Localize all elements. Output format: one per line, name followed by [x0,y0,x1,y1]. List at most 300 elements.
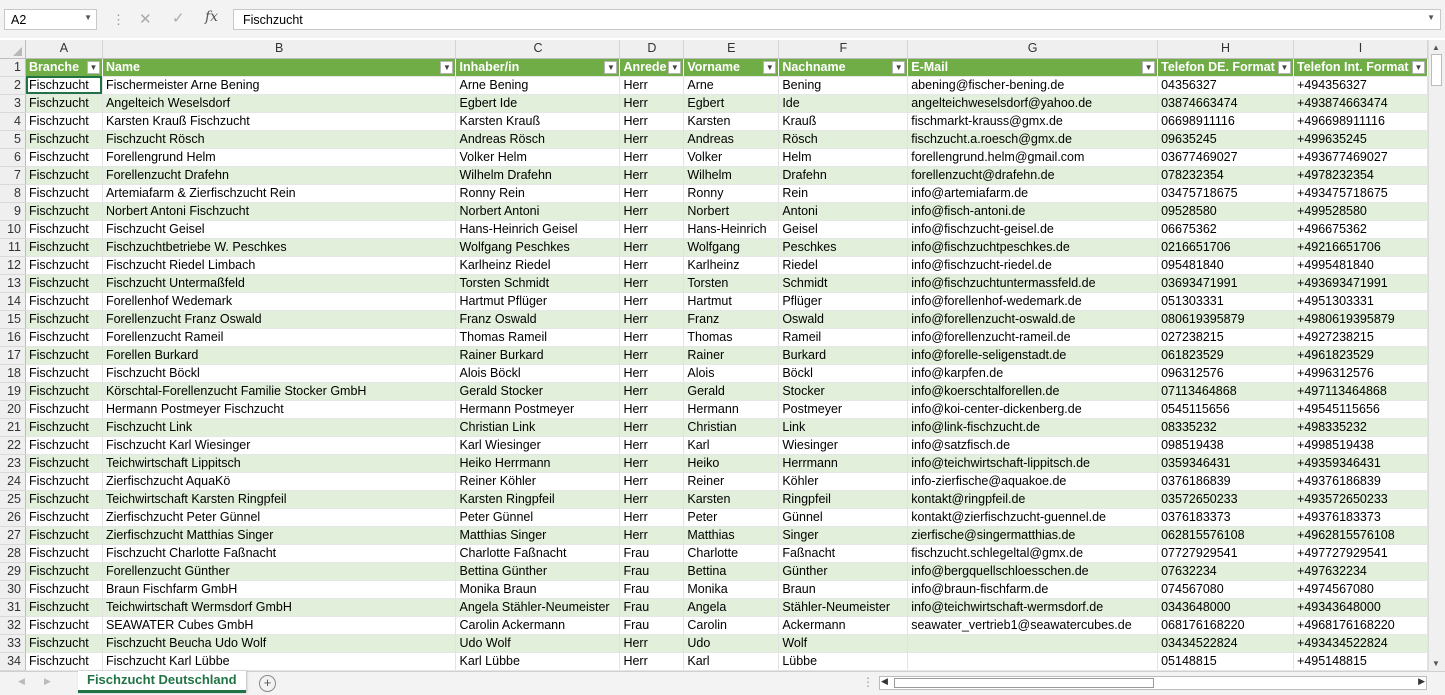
cell[interactable]: Volker Helm [456,148,620,166]
row-header[interactable]: 5 [0,130,26,148]
cell[interactable]: Herr [620,454,684,472]
cell[interactable]: Hans-Heinrich [684,220,779,238]
cell[interactable]: info@satzfisch.de [908,436,1158,454]
cell[interactable]: Zierfischzucht AquaKö [102,472,456,490]
cell[interactable]: Torsten [684,274,779,292]
cell[interactable]: Helm [779,148,908,166]
cell[interactable]: Fischzucht [26,346,103,364]
cell[interactable]: 07632234 [1158,562,1294,580]
row-header[interactable]: 29 [0,562,26,580]
cell[interactable]: Fischzucht [26,652,103,670]
cell[interactable]: Forellenhof Wedemark [102,292,456,310]
cell[interactable]: Peter Günnel [456,508,620,526]
next-sheet-icon[interactable]: ▶ [44,676,51,686]
cell[interactable]: Hermann [684,400,779,418]
cell[interactable]: Karl Lübbe [456,652,620,670]
cell[interactable]: Ringpfeil [779,490,908,508]
column-header-f[interactable]: F [779,40,908,58]
cell[interactable]: Herr [620,310,684,328]
cell[interactable]: Fischzucht [26,490,103,508]
cell[interactable]: 098519438 [1158,436,1294,454]
cell[interactable]: info@fischzucht-riedel.de [908,256,1158,274]
cell[interactable]: Reiner Köhler [456,472,620,490]
cell[interactable]: info@teichwirtschaft-wermsdorf.de [908,598,1158,616]
cell[interactable]: Forellenzucht Franz Oswald [102,310,456,328]
cell[interactable]: info@fischzuchtpeschkes.de [908,238,1158,256]
cell[interactable]: Herr [620,346,684,364]
row-header[interactable]: 14 [0,292,26,310]
cell[interactable]: SEAWATER Cubes GmbH [102,616,456,634]
cell[interactable]: fischzucht.a.roesch@gmx.de [908,130,1158,148]
cell[interactable]: +493677469027 [1294,148,1428,166]
cell[interactable]: info@fischzucht-geisel.de [908,220,1158,238]
cell[interactable]: +4951303331 [1294,292,1428,310]
expand-formula-icon[interactable]: ▼ [1427,13,1435,22]
cell[interactable]: Herr [620,652,684,670]
cell[interactable]: +499528580 [1294,202,1428,220]
cell[interactable]: Herr [620,328,684,346]
table-header-cell[interactable] [684,58,779,76]
column-header-d[interactable]: D [620,40,684,58]
cell[interactable]: Fischzucht [26,94,103,112]
table-header-cell[interactable] [1158,58,1294,76]
split-handle-icon[interactable]: ⋮ [862,675,874,689]
row-header[interactable]: 17 [0,346,26,364]
cell[interactable]: 09635245 [1158,130,1294,148]
cell[interactable]: Torsten Schmidt [456,274,620,292]
cell[interactable]: Fischzucht [26,274,103,292]
cell[interactable]: Forellen Burkard [102,346,456,364]
cell[interactable]: Rameil [779,328,908,346]
cell[interactable]: Frau [620,544,684,562]
cell[interactable]: +497113464868 [1294,382,1428,400]
insert-function-button[interactable]: fx [205,9,219,25]
cell[interactable]: Fischzucht [26,130,103,148]
cell[interactable]: Karsten [684,490,779,508]
cell[interactable]: Wolf [779,634,908,652]
cell[interactable]: Peschkes [779,238,908,256]
cell[interactable]: Rainer Burkard [456,346,620,364]
cell[interactable]: 08335232 [1158,418,1294,436]
cell[interactable]: 0359346431 [1158,454,1294,472]
cell[interactable]: Fischzuchtbetriebe W. Peschkes [102,238,456,256]
cell[interactable]: 096312576 [1158,364,1294,382]
cell[interactable]: Reiner [684,472,779,490]
cell[interactable]: Karsten [684,112,779,130]
cell[interactable]: info-zierfische@aquakoe.de [908,472,1158,490]
cell[interactable]: Fischzucht [26,418,103,436]
cell[interactable]: Frau [620,580,684,598]
cell[interactable]: Fischzucht Karl Lübbe [102,652,456,670]
cell[interactable]: Norbert Antoni [456,202,620,220]
cell[interactable]: Karsten Krauß Fischzucht [102,112,456,130]
cell[interactable]: 062815576108 [1158,526,1294,544]
cell[interactable]: Fischzucht Charlotte Faßnacht [102,544,456,562]
cell[interactable]: Postmeyer [779,400,908,418]
row-header[interactable]: 20 [0,400,26,418]
cell[interactable]: Fischzucht Karl Wiesinger [102,436,456,454]
cell[interactable]: Fischzucht [26,580,103,598]
cell[interactable]: Wilhelm [684,166,779,184]
cell[interactable]: 0376186839 [1158,472,1294,490]
select-all-button[interactable] [0,40,26,58]
cell[interactable]: Matthias Singer [456,526,620,544]
cell[interactable]: 09528580 [1158,202,1294,220]
cell[interactable]: info@fisch-antoni.de [908,202,1158,220]
cell[interactable]: +4974567080 [1294,580,1428,598]
cell[interactable]: Herr [620,382,684,400]
column-header-i[interactable]: I [1294,40,1428,58]
prev-sheet-icon[interactable]: ◀ [18,676,25,686]
cell[interactable]: Teichwirtschaft Karsten Ringpfeil [102,490,456,508]
cell[interactable]: Faßnacht [779,544,908,562]
cell[interactable]: Egbert Ide [456,94,620,112]
cell[interactable]: Fischzucht Rösch [102,130,456,148]
cell[interactable] [908,652,1158,670]
cell[interactable]: info@teichwirtschaft-lippitsch.de [908,454,1158,472]
cell[interactable]: Fischzucht [26,616,103,634]
cell[interactable]: Ackermann [779,616,908,634]
cell[interactable]: Forellenzucht Drafehn [102,166,456,184]
cell[interactable]: fischmarkt-krauss@gmx.de [908,112,1158,130]
cell[interactable]: Günnel [779,508,908,526]
cell[interactable]: Hans-Heinrich Geisel [456,220,620,238]
cell[interactable]: Teichwirtschaft Wermsdorf GmbH [102,598,456,616]
cell[interactable]: info@braun-fischfarm.de [908,580,1158,598]
cell[interactable]: +496698911116 [1294,112,1428,130]
cell[interactable]: +49359346431 [1294,454,1428,472]
cell[interactable]: Franz Oswald [456,310,620,328]
row-header[interactable]: 33 [0,634,26,652]
cell[interactable]: +495148815 [1294,652,1428,670]
filter-dropdown-icon[interactable]: ▼ [604,61,617,74]
column-header-b[interactable]: B [102,40,456,58]
row-header[interactable]: 11 [0,238,26,256]
cell[interactable]: +493434522824 [1294,634,1428,652]
hscroll-thumb[interactable] [894,678,1154,688]
table-header-cell[interactable] [1294,58,1428,76]
cell[interactable]: Heiko Herrmann [456,454,620,472]
cell[interactable]: Herr [620,292,684,310]
cell[interactable]: +494356327 [1294,76,1428,94]
cell[interactable]: Herr [620,130,684,148]
cell[interactable]: Fischzucht Untermaßfeld [102,274,456,292]
cell[interactable]: +4961823529 [1294,346,1428,364]
cell[interactable]: 03434522824 [1158,634,1294,652]
scroll-up-icon[interactable]: ▲ [1432,43,1440,52]
table-header-cell[interactable] [779,58,908,76]
cell[interactable]: Herr [620,256,684,274]
cell[interactable]: +4998519438 [1294,436,1428,454]
row-header[interactable]: 27 [0,526,26,544]
cell[interactable]: Herr [620,76,684,94]
cell[interactable]: 03475718675 [1158,184,1294,202]
cell[interactable]: info@fischzuchtuntermassfeld.de [908,274,1158,292]
cell[interactable]: forellenzucht@drafehn.de [908,166,1158,184]
cell[interactable]: Fischzucht Riedel Limbach [102,256,456,274]
cell[interactable]: Christian Link [456,418,620,436]
row-header[interactable]: 2 [0,76,26,94]
row-header[interactable]: 28 [0,544,26,562]
cell[interactable]: Rein [779,184,908,202]
cell[interactable]: Norbert [684,202,779,220]
cell[interactable]: Fischzucht [26,436,103,454]
cell[interactable] [908,634,1158,652]
cell[interactable]: +4980619395879 [1294,310,1428,328]
cell[interactable]: Matthias [684,526,779,544]
row-header[interactable]: 21 [0,418,26,436]
cell[interactable]: Herrmann [779,454,908,472]
vertical-scrollbar[interactable] [1428,40,1445,671]
cell[interactable]: Fischzucht [26,112,103,130]
cell[interactable]: Fischzucht Böckl [102,364,456,382]
cell[interactable]: +497632234 [1294,562,1428,580]
cell[interactable]: Gerald Stocker [456,382,620,400]
cell[interactable]: +497727929541 [1294,544,1428,562]
cell[interactable]: 068176168220 [1158,616,1294,634]
cell[interactable]: Bening [779,76,908,94]
cell[interactable]: 0343648000 [1158,598,1294,616]
cell[interactable]: info@koi-center-dickenberg.de [908,400,1158,418]
cell[interactable]: 03693471991 [1158,274,1294,292]
cell[interactable]: Burkard [779,346,908,364]
cell[interactable]: Herr [620,472,684,490]
cell[interactable]: Fischzucht [26,220,103,238]
row-header[interactable]: 1 [0,58,26,76]
table-header-cell[interactable] [26,58,103,76]
cell[interactable]: info@koerschtalforellen.de [908,382,1158,400]
filter-dropdown-icon[interactable]: ▼ [87,61,100,74]
cell[interactable]: 07113464868 [1158,382,1294,400]
cell[interactable]: zierfische@singermatthias.de [908,526,1158,544]
cell[interactable]: kontakt@zierfischzucht-guennel.de [908,508,1158,526]
cell[interactable]: +493475718675 [1294,184,1428,202]
cell[interactable]: 0216651706 [1158,238,1294,256]
cell[interactable]: Hermann Postmeyer [456,400,620,418]
cell[interactable]: Fischzucht [26,526,103,544]
row-header[interactable]: 13 [0,274,26,292]
cell[interactable]: Fischzucht [26,472,103,490]
cell[interactable]: Fischzucht [26,598,103,616]
cell[interactable]: Fischzucht [26,76,103,94]
cell[interactable]: Artemiafarm & Zierfischzucht Rein [102,184,456,202]
row-header[interactable]: 18 [0,364,26,382]
filter-dropdown-icon[interactable]: ▼ [440,61,453,74]
cell[interactable]: Peter [684,508,779,526]
horizontal-scrollbar[interactable] [879,676,1427,690]
cell[interactable]: Günther [779,562,908,580]
column-header-c[interactable]: C [456,40,620,58]
row-header[interactable]: 10 [0,220,26,238]
cell[interactable]: +4996312576 [1294,364,1428,382]
table-header-cell[interactable] [456,58,620,76]
cell[interactable]: 061823529 [1158,346,1294,364]
cell[interactable]: Köhler [779,472,908,490]
cell[interactable]: info@karpfen.de [908,364,1158,382]
column-header-h[interactable]: H [1158,40,1294,58]
cell[interactable]: Herr [620,112,684,130]
cell[interactable]: Braun Fischfarm GmbH [102,580,456,598]
cell[interactable]: Herr [620,508,684,526]
cell[interactable]: Andreas [684,130,779,148]
cell[interactable]: +493693471991 [1294,274,1428,292]
cell[interactable]: Stähler-Neumeister [779,598,908,616]
cell[interactable]: Carolin [684,616,779,634]
cell[interactable]: Fischzucht [26,202,103,220]
cell[interactable]: Rösch [779,130,908,148]
cell[interactable]: Herr [620,220,684,238]
column-header-e[interactable]: E [684,40,779,58]
name-box[interactable] [4,9,97,30]
cell[interactable]: Riedel [779,256,908,274]
cell[interactable]: Carolin Ackermann [456,616,620,634]
cell[interactable]: Forellengrund Helm [102,148,456,166]
cell[interactable]: info@forelle-seligenstadt.de [908,346,1158,364]
cell[interactable]: info@bergquellschloesschen.de [908,562,1158,580]
cell[interactable]: Fischzucht [26,292,103,310]
cell[interactable]: Thomas Rameil [456,328,620,346]
cell[interactable]: Hermann Postmeyer Fischzucht [102,400,456,418]
cell[interactable]: Fischzucht [26,184,103,202]
cell[interactable]: Karl [684,436,779,454]
cell[interactable]: Fischzucht Beucha Udo Wolf [102,634,456,652]
table-header-cell[interactable] [620,58,684,76]
cell[interactable]: +4927238215 [1294,328,1428,346]
column-header-g[interactable]: G [908,40,1158,58]
cell[interactable]: Heiko [684,454,779,472]
cell[interactable]: +493572650233 [1294,490,1428,508]
cell[interactable]: Karlheinz [684,256,779,274]
cell[interactable]: Singer [779,526,908,544]
cell[interactable]: Fischzucht [26,454,103,472]
filter-dropdown-icon[interactable]: ▼ [892,61,905,74]
row-header[interactable]: 30 [0,580,26,598]
cell[interactable]: Rainer [684,346,779,364]
cell[interactable]: Herr [620,202,684,220]
column-header-a[interactable]: A [26,40,103,58]
cell[interactable]: +4962815576108 [1294,526,1428,544]
cell[interactable]: Fischzucht [26,364,103,382]
row-header[interactable]: 15 [0,310,26,328]
cell[interactable]: Oswald [779,310,908,328]
cell[interactable]: +49343648000 [1294,598,1428,616]
row-header[interactable]: 24 [0,472,26,490]
chevron-down-icon[interactable]: ▼ [84,13,92,22]
enter-check-icon[interactable]: ✓ [172,10,185,27]
cell[interactable]: 0376183373 [1158,508,1294,526]
cell[interactable]: Volker [684,148,779,166]
cell[interactable]: Herr [620,94,684,112]
row-header[interactable]: 22 [0,436,26,454]
cell[interactable]: Zierfischzucht Peter Günnel [102,508,456,526]
cell[interactable]: Fischzucht [26,148,103,166]
cell[interactable]: Herr [620,364,684,382]
row-header[interactable]: 7 [0,166,26,184]
cell[interactable]: +4995481840 [1294,256,1428,274]
cell[interactable]: Herr [620,490,684,508]
cell[interactable]: Herr [620,238,684,256]
cell[interactable]: 074567080 [1158,580,1294,598]
scroll-left-icon[interactable]: ◀ [881,676,888,686]
cell[interactable]: Frau [620,616,684,634]
cell[interactable]: Gerald [684,382,779,400]
filter-dropdown-icon[interactable]: ▼ [1142,61,1155,74]
cell[interactable]: +49376186839 [1294,472,1428,490]
row-header[interactable]: 4 [0,112,26,130]
cell[interactable]: Wiesinger [779,436,908,454]
cell[interactable]: Drafehn [779,166,908,184]
cell[interactable]: Fischzucht [26,508,103,526]
row-header[interactable]: 23 [0,454,26,472]
cell[interactable]: 06698911116 [1158,112,1294,130]
cell[interactable]: Fischzucht [26,310,103,328]
cell[interactable]: seawater_vertrieb1@seawatercubes.de [908,616,1158,634]
cell[interactable]: +496675362 [1294,220,1428,238]
cell[interactable]: Angela Stähler-Neumeister [456,598,620,616]
cell[interactable]: Geisel [779,220,908,238]
add-sheet-button[interactable]: + [259,675,276,692]
cell[interactable]: Fischzucht [26,166,103,184]
cell[interactable]: Herr [620,166,684,184]
cell[interactable]: info@link-fischzucht.de [908,418,1158,436]
cell[interactable]: Fischzucht [26,238,103,256]
cell[interactable]: +49216651706 [1294,238,1428,256]
cell[interactable]: 078232354 [1158,166,1294,184]
cell[interactable]: Herr [620,400,684,418]
cell[interactable]: Herr [620,526,684,544]
row-header[interactable]: 26 [0,508,26,526]
cell[interactable]: info@forellenhof-wedemark.de [908,292,1158,310]
cell[interactable]: Herr [620,274,684,292]
cell[interactable]: Forellenzucht Günther [102,562,456,580]
cell[interactable]: 027238215 [1158,328,1294,346]
cell[interactable]: Arne Bening [456,76,620,94]
scroll-down-icon[interactable]: ▼ [1432,659,1440,668]
cell[interactable]: Bettina Günther [456,562,620,580]
cell[interactable]: 095481840 [1158,256,1294,274]
cell[interactable]: 0545115656 [1158,400,1294,418]
cell[interactable]: Antoni [779,202,908,220]
cell[interactable]: Monika [684,580,779,598]
cell[interactable]: 080619395879 [1158,310,1294,328]
cell[interactable]: Krauß [779,112,908,130]
scroll-right-icon[interactable]: ▶ [1418,676,1425,686]
cell[interactable]: Zierfischzucht Matthias Singer [102,526,456,544]
cell[interactable]: forellengrund.helm@gmail.com [908,148,1158,166]
cell[interactable]: Andreas Rösch [456,130,620,148]
row-header[interactable]: 34 [0,652,26,670]
cell[interactable]: +4978232354 [1294,166,1428,184]
cell[interactable]: Wilhelm Drafehn [456,166,620,184]
cell[interactable]: Fischzucht [26,634,103,652]
cell[interactable]: Herr [620,184,684,202]
row-header[interactable]: 6 [0,148,26,166]
cell[interactable]: 05148815 [1158,652,1294,670]
cell[interactable]: Thomas [684,328,779,346]
cell[interactable]: Egbert [684,94,779,112]
cell[interactable]: Braun [779,580,908,598]
cell[interactable]: 051303331 [1158,292,1294,310]
cell[interactable]: Karl Wiesinger [456,436,620,454]
cell[interactable]: Alois [684,364,779,382]
row-header[interactable]: 16 [0,328,26,346]
cell[interactable]: Charlotte Faßnacht [456,544,620,562]
cell[interactable]: Fischzucht Geisel [102,220,456,238]
cell[interactable]: Frau [620,598,684,616]
cell[interactable]: Alois Böckl [456,364,620,382]
cell[interactable]: +493874663474 [1294,94,1428,112]
cell[interactable]: 03572650233 [1158,490,1294,508]
